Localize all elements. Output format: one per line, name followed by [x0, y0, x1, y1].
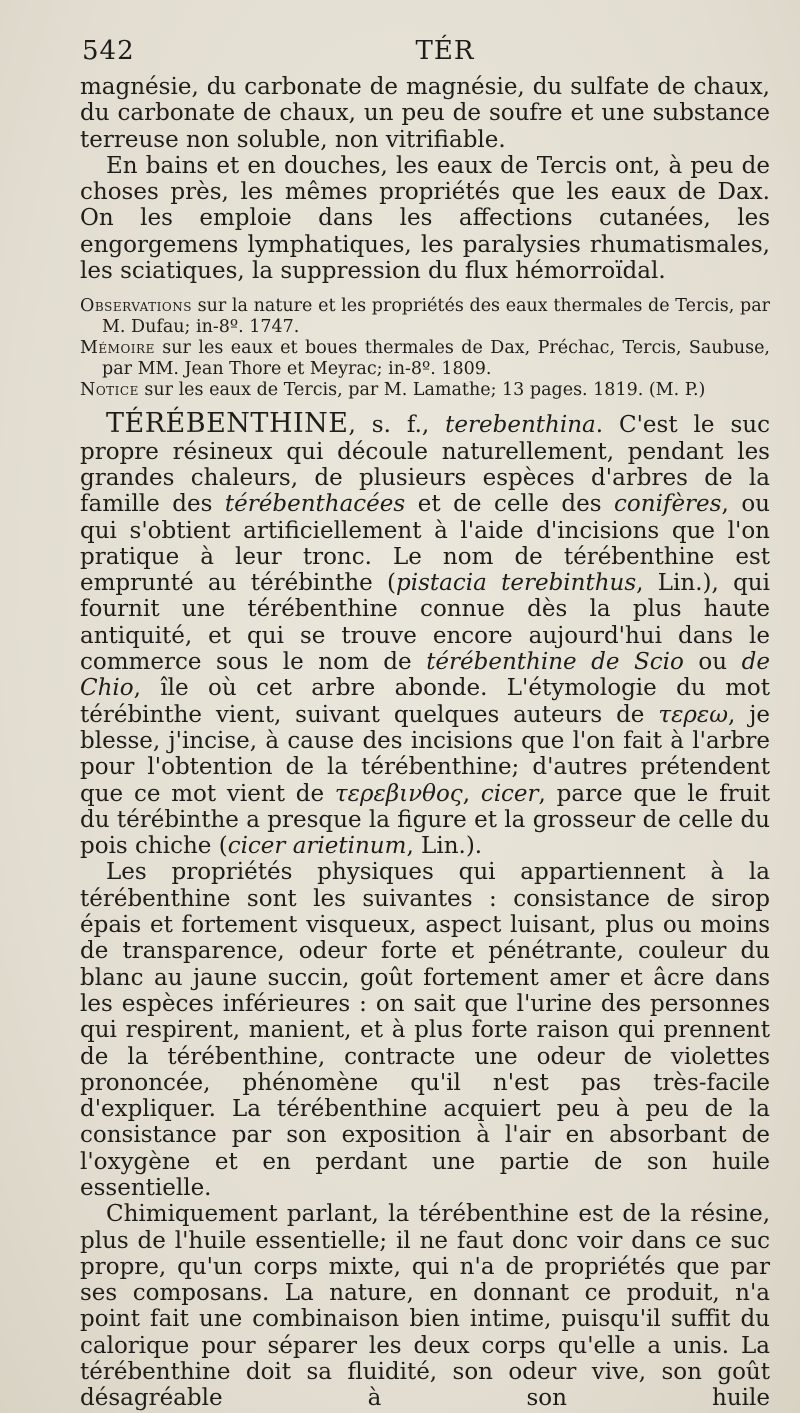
entry-italic: cicer	[480, 780, 539, 807]
entry-grammar: , s. f.,	[348, 412, 446, 439]
entry-text	[80, 408, 771, 1412]
bibliography-item	[80, 296, 770, 338]
entry-text-run: , je blesse, j'incise, à cause des incisions que l'on fait à l'arbre pour l'obtention de la térébenthine; d'autres prétendent que ce mot vient de	[80, 701, 770, 807]
chimie-paragraph: Chimiquement parlant, la térébenthine est de la résine, plus de l'huile essentielle; il ne faut donc voir dans ce suc propre, qu'un corps mixte, qui n'a de propriétés que par ses composans. La nature, en donnant ce produit, n'a point fait une combinaison bien intime, puisqu'il suffit du calorique pour séparer les deux corps qu'elle a unis. La térébenthine doit sa fluidité, son odeur vive, son goût désagréable à son huile	[80, 1201, 770, 1412]
bibliography-item	[80, 380, 770, 401]
entry-greek: τερεβινθος	[334, 780, 463, 807]
bibliography-text: sur les eaux et boues thermales de Dax, Préchac, Tercis, Saubuse, par MM. Jean Thore et Meyrac; in-8º. 1809.	[102, 338, 770, 380]
running-title: TÉR	[415, 36, 475, 66]
page-header	[80, 34, 770, 74]
continuation-paragraph: magnésie, du carbonate de magnésie, du sulfate de chaux, du carbonate de chaux, un peu de soufre et une substance terreuse non soluble, non vitrifiable.	[80, 74, 770, 153]
entry-italic: de Chio	[80, 649, 770, 702]
entry-text-run: et de celle des	[405, 491, 615, 518]
bibliography-lead: Mémoire	[80, 338, 155, 359]
bibliography-lead: Notice	[80, 380, 139, 401]
bibliography-text: sur la nature et les propriétés des eaux thermales de Tercis, par M. Dufau; in-8º. 1747.	[102, 296, 770, 338]
entry-italic: cicer arietinum	[227, 833, 407, 860]
bibliography	[80, 296, 770, 401]
entry-text-run: , île où cet arbre abonde. L'étymologie du mot térébinthe vient, suivant quelques auteurs de	[80, 675, 770, 728]
entry-text-run: ,	[462, 780, 481, 807]
entry-text-run: , parce que le fruit du térébinthe a presque la figure et la grosseur de celle du pois chiche (	[80, 780, 771, 860]
entry-italic: pistacia terebinthus	[396, 570, 637, 597]
entry-text-run: , Lin.), qui fournit une térébenthine connue dès la plus haute antiquité, et qui se trouve encore aujourd'hui dans le commerce sous le nom de	[80, 570, 770, 676]
entry-greek: τερεω	[658, 701, 729, 728]
entry-text-run: , ou qui s'obtient artificiellement à l'aide d'incisions que l'on pratique à leur tronc. Le nom de térébenthine est emprunté au térébinthe (	[80, 491, 770, 597]
entry-italic: conifères	[614, 491, 722, 518]
entry-text-run: . C'est le suc propre résineux qui découle naturellement, pendant les grandes chaleurs, de plusieurs espèces d'arbres de la famille des	[80, 412, 770, 518]
entry-latin: terebenthina	[445, 412, 596, 439]
entry-headword: TÉRÉBENTHINE	[106, 408, 349, 440]
entry-italic: térébenthine de Scio	[426, 649, 684, 676]
page-number: 542	[82, 36, 135, 66]
bibliography-text: sur les eaux de Tercis, par M. Lamathe; 13 pages. 1819. (M. P.)	[138, 380, 706, 401]
bibliography-lead: Observations	[80, 296, 192, 317]
proprietes-paragraph: Les propriétés physiques qui appartiennent à la térébenthine sont les suivantes : consistance de sirop épais et fortement visqueux, aspect luisant, plus ou moins de transparence, odeur forte et pénétrante, couleur du blanc au jaune succin, goût fortement amer et âcre dans les espèces inférieures : on sait que l'urine des personnes qui respirent, manient, et à plus forte raison qui prennent de la térébenthine, contracte une odeur de violettes prononcée, phénomène qu'il n'est pas très-facile d'expliquer. La térébenthine acquiert peu à peu de la consistance par son exposition à l'air en absorbant de l'oxygène et en perdant une partie de son huile essentielle.	[80, 859, 770, 1201]
entry-italic: térébenthacées	[224, 491, 406, 518]
bains-paragraph: En bains et en douches, les eaux de Tercis ont, à peu de choses près, les mêmes propriétés que les eaux de Dax. On les emploie dans les affections cutanées, les engorgemens lymphatiques, les paralysies rhumatismales, les sciatiques, la suppression du flux hémorroïdal.	[80, 152, 770, 285]
entry-text-run: , Lin.).	[406, 833, 483, 860]
entry-paragraph	[80, 408, 771, 860]
entry-text-run: ou	[683, 649, 742, 676]
bibliography-item	[80, 338, 770, 380]
main-text	[80, 74, 770, 284]
